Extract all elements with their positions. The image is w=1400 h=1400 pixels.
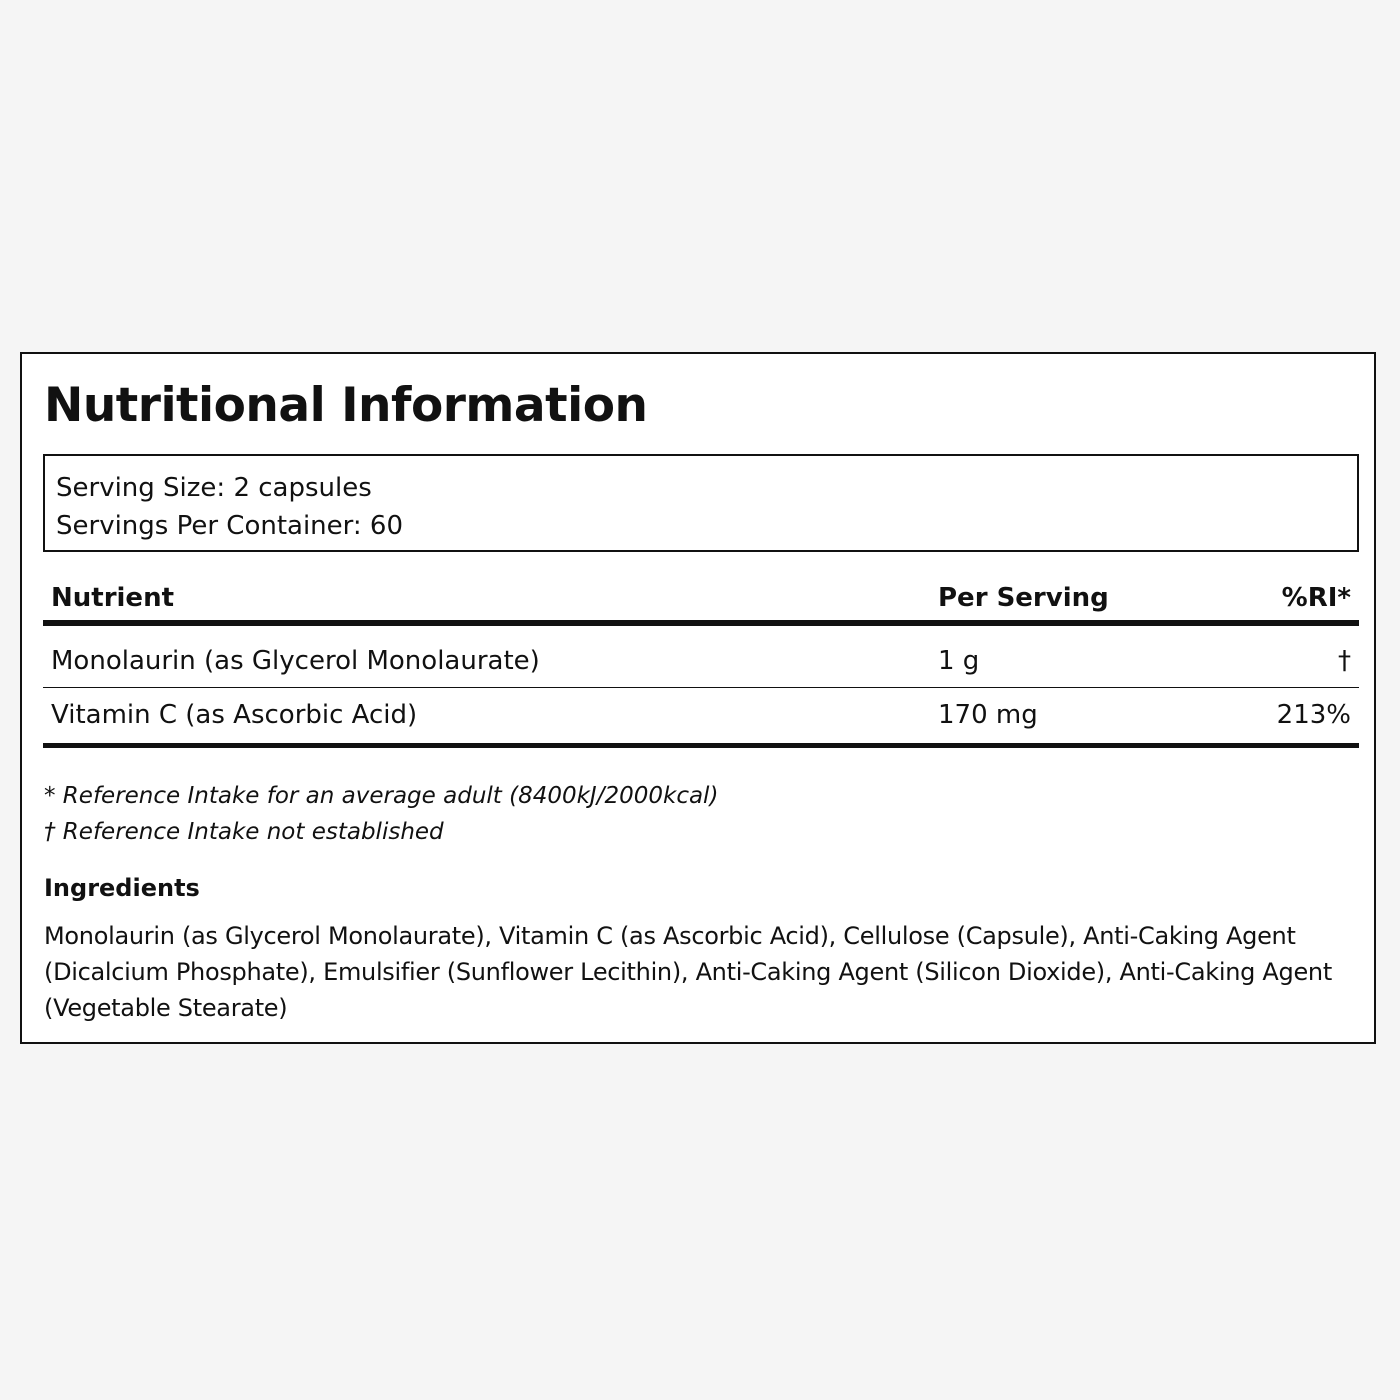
nutrient-ri: †: [1236, 623, 1359, 687]
nutrient-ri: 213%: [1236, 687, 1359, 745]
nutrient-table: [43, 576, 1359, 748]
servings-per-container: Servings Per Container: 60: [56, 511, 404, 541]
table-row: [43, 687, 1359, 745]
serving-info-box: [43, 454, 1359, 552]
ingredients-list: Monolaurin (as Glycerol Monolaurate), Vitamin C (as Ascorbic Acid), Cellulose (Capsule), Anti-Caking Agent (Dicalcium Phosphate), Emulsifier (Sunflower Lecithin), Anti-Caking Agent (Silicon Dioxide), Anti-Caking Agent (Vegetable Stearate): [44, 922, 1332, 1022]
nutrient-name: Monolaurin (as Glycerol Monolaurate): [43, 623, 930, 687]
footnote-not-established: † Reference Intake not established: [44, 819, 444, 845]
footnotes: [44, 778, 718, 850]
panel-title: Nutritional Information: [44, 378, 648, 433]
nutrient-per-serving: 1 g: [930, 623, 1236, 687]
ingredients-heading: Ingredients: [44, 874, 200, 902]
table-header-row: [43, 576, 1359, 623]
header-ri: %RI*: [1236, 576, 1359, 623]
header-nutrient: Nutrient: [43, 576, 930, 623]
table-row: [43, 623, 1359, 687]
footnote-reference-intake: * Reference Intake for an average adult (8400kJ/2000kcal): [44, 783, 719, 809]
header-per-serving: Per Serving: [930, 576, 1236, 623]
nutrient-per-serving: 170 mg: [930, 687, 1236, 745]
nutrition-panel: [20, 352, 1376, 1044]
nutrient-name: Vitamin C (as Ascorbic Acid): [43, 687, 930, 745]
serving-size: Serving Size: 2 capsules: [56, 473, 372, 503]
